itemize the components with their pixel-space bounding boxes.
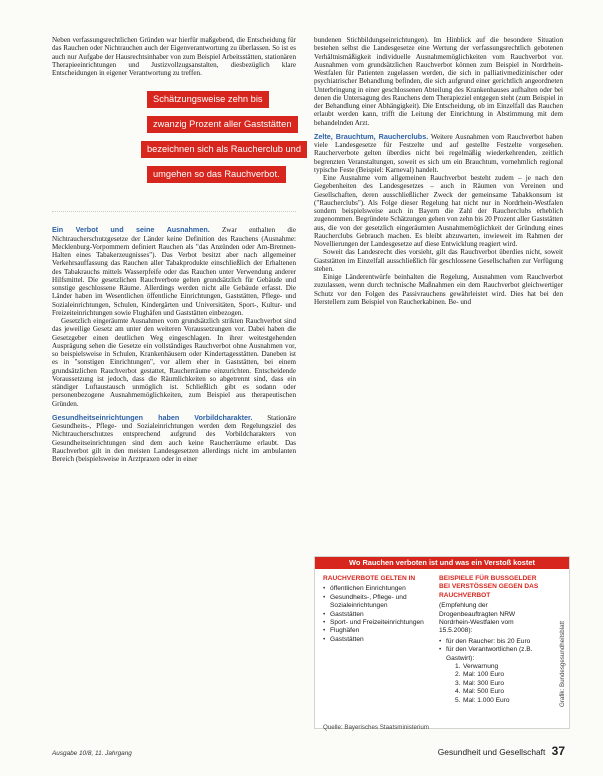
section-heading: Gesundheitseinrichtungen haben Vorbildcharakter. (52, 412, 253, 422)
fine-list (439, 638, 547, 663)
intro-paragraph: Neben verfassungsrechtlichen Gründen war hierfür maßgebend, die Entscheidung für das Rauchen oder Nichtrauchen auch der Eigenverantwortung zu überlassen. So ist es auch nur Aufgabe der Hausrechtsinhaber von zum Beispiel Arbeitsstätten, stationären Therapieeinrichtungen und Justizvollzugsanstalten, diesbezüglich klare Entscheidungen in eigener Verantwortung zu treffen. (52, 36, 296, 77)
info-box-right-subheading: (Empfehlung der Drogenbeauftragten NRW Nordrhein-Westfalen vom 15.5.2008): (439, 602, 516, 635)
list-item: 4. Mal: 500 Euro (455, 688, 505, 696)
pullquote-line-3: bezeichnen sich als Raucherclub und (141, 141, 307, 158)
page-number: 37 (551, 744, 565, 758)
section-paragraph: Eine Ausnahme vom allgemeinen Rauchverbot besteht zudem – je nach den Gegebenheiten des Landesgesetzes – auch in Räumen von Vereinen und Gesellschaften, deren ausschließlicher Zweck der gemeinsame Tabakkonsum ist ("Raucherclubs"). Als Folge dieser Regelung hat nicht nur in Nordrhein-Westfalen sondern beispielsweise auch in Bayern die Zahl der Raucherclubs erheblich zugenommen. Begründete Schätzungen gehen von zehn bis 20 Prozent aller Gaststätten aus, die von der gesetzlich eingeräumten Ausnahmemöglichkeit der Gründung eines Raucherclubs Gebrauch machen. Es bleibt abzuwarten, inwieweit im Rahmen der Novellierungen der Landesgesetze auf diese Entwicklung reagiert wird. (314, 174, 563, 248)
section-paragraph (52, 414, 296, 464)
section-text: Stationäre Gesundheits-, Pflege- und Sozialeinrichtungen werden dem Regelungsziel des Nichtraucherschutzes entsprechend aufgrund des Vorbildcharakters von Gesundheitseinrichtungen sind dem auch keine Raucherräume erlaubt. Das Rauchverbot gilt in den meisten Landesgesetzen allerdings nicht im ambulanten Bereich (beispielsweise in Arztpraxen oder in einer (52, 413, 296, 463)
list-item: • Sport- und Freizeiteinrichtungen (323, 619, 435, 627)
list-item: 2. Mal: 100 Euro (455, 671, 505, 679)
info-box-title: Wo Rauchen verboten ist und was ein Verstoß kostet (315, 557, 569, 569)
section-paragraph: Gesetzlich eingeräumte Ausnahmen vom grundsätzlich strikten Rauchverbot sind das jeweilige Gesetz am unter den weiteren Voraussetzungen vor. Dabei haben die Gesetzgeber einen deutlichen Weg eingeschlagen. In ihrer weitestgehenden Ausprägung sehen die Gesetze ein vollständiges Rauchverbot ohne Ausnahmen vor, so beispielsweise in Schulen, Krankenhäusern oder Kindertagesstätten. Daneben ist es in "sonstigen Einrichtungen", vor allem eher in Gaststätten, bei einem grundsätzlichen Rauchverbot gestattet, Raucherräume einzurichten. Entscheidende Voraussetzung ist jedoch, dass die Räumlichkeiten so abgetrennt sind, dass ein ständiger Luftaustausch unmöglich ist. Schließlich gibt es sodann oder personenbezogene Ausnahmemöglichkeiten, zum Beispiel aus therapeutischen Gründen. (52, 317, 296, 408)
right-column (314, 36, 563, 306)
info-box-right-heading: BEISPIELE FÜR BUSSGELDER BEI VERSTÖSSEN GEGEN DAS RAUCHVERBOT (439, 575, 539, 599)
footer-issue: Ausgabe 10/8, 11. Jahrgang (52, 750, 132, 757)
ban-list (323, 585, 435, 644)
list-item: • Flughäfen (323, 627, 435, 635)
list-item: • öffentlichen Einrichtungen (323, 585, 435, 593)
section-text: Weitere Ausnahmen vom Rauchverbot haben viele Landesgesetze für Festzelte und auf gestellte Festzelte vorgesehen. Raucherverbote gelten überdies nicht bei regelmäßig wiederkehrenden, zeitlich begrenzten Veranstaltungen, soweit es sich um ein Brauchtum, vornehmlich regional typische Feste (Beispiel: Karneval) handelt. (314, 132, 563, 174)
list-item: 5. Mal: 1.000 Euro (455, 696, 510, 704)
section-paragraph (52, 226, 296, 317)
left-column (52, 36, 302, 463)
info-box-side-note: Grafik: Bundesgesundheitsblatt (558, 621, 566, 707)
pullquote (147, 91, 302, 212)
footer-section: Gesundheit und Gesellschaft (437, 747, 546, 757)
info-box-left-column (323, 575, 435, 644)
pullquote-line-2: zwanzig Prozent aller Gaststätten (147, 116, 298, 133)
fine-steps (439, 663, 547, 705)
list-item: • Gaststätten (323, 636, 435, 644)
info-box-source: Quelle: Bayerisches Staatsministerium (323, 724, 429, 731)
divider (52, 197, 296, 212)
section-heading: Zelte, Brauchtum, Raucherclubs. (314, 131, 429, 141)
list-item: • Gesundheits-, Pflege- und Sozialeinrichtungen (323, 594, 435, 611)
list-item: • für den Verantwortlichen (z.B. Gastwirt): (439, 646, 547, 663)
info-box-body (315, 569, 569, 731)
section-paragraph (314, 133, 563, 174)
list-item: • für den Raucher: bis 20 Euro (439, 638, 547, 646)
list-item: 3. Mal: 300 Euro (455, 679, 505, 687)
info-box (314, 556, 570, 729)
section-heading: Ein Verbot und seine Ausnahmen. (52, 225, 210, 235)
intro-paragraph: bundenen Stichbildungseinrichtungen). Im Hinblick auf die besondere Situation bestehen selbst die Landesgesetze eine Wertung der verfassungsrechtlich gebotenen Verhältnismäßigkeit individuelle Ausnahmemöglichkeiten vom Rauchverbot vor. Ausnahmen vom grundsätzlichen Rauchverbot können zum Beispiel in Nordrhein-Westfalen für Patienten zugelassen werden, die sich in palliativmedizinischer oder psychiatrischer Behandlung befinden, die sich aufgrund einer gerichtlich angeordneten Unterbringung in einer geschlossenen Abteilung des Krankenhauses aufhalten oder bei denen die Untersagung des Rauchens dem Therapieziel entgegen steht (zum Beispiel in der Behandlung einer Abhängigkeit). Die Entscheidung, ob im Einzelfall das Rauchen erlaubt werden kann, trifft die Leitung der Einrichtung in Abstimmung mit dem behandelnden Arzt. (314, 36, 563, 127)
pullquote-line-1: Schätzungsweise zehn bis (147, 91, 269, 108)
info-box-left-heading: RAUCHVERBOTE GELTEN IN (323, 575, 416, 582)
section-text: Zwar enthalten die Nichtraucherschutzgesetze der Länder keine Definition des Rauchens (Ausnahme: Mecklenburg-Vorpommern definiert Rauchen als "das Anzünden oder Am-Brennen-Halten eines Tabakerzeugnisses"). Das Verbot besitzt aber nach allgemeiner Verkehrsauffassung das Rauchen aller Tabakprodukte einschließlich der Erhaltenen des Tabakrauchs mittels Wasserpfeife oder das Rauchen unter Verwendung anderer Hilfsmittel. Die gesetzlichen Rauchverbote gelten grundsätzlich für Gebäude und sonstige geschlossene Räume. Allerdings werden nicht alle Gebäude erfasst. Die Länder haben im Wesentlichen öffentliche Einrichtungen, Gaststätten, Pflege- und Sozialeinrichtungen, Schulen, Kindergärten und Universitäten, Sport-, Kultur- und Freizeiteinrichtungen sowie Flughäfen und Gaststätten einbezogen. (52, 226, 296, 317)
list-item: • Gaststätten (323, 611, 435, 619)
info-box-right-column (439, 575, 547, 705)
section-paragraph: Einige Länderentwürfe beinhalten die Regelung, Ausnahmen vom Rauchverbot zuzulassen, wenn durch technische Maßnahmen ein dem Rauchverbot gleichwertiger Schutz vor den Folgen des Passivrauchens gewährleistet wird. Dies hat bei den Herstellern zum Beispiel von Raucherkabinen. Be- und (314, 273, 563, 306)
section-paragraph: Soweit das Landesrecht dies vorsieht, gilt das Rauchverbot überdies nicht, soweit Gaststätten im Einzelfall ausschließlich für geschlossene Gesellschaften zur Verfügung stehen. (314, 248, 563, 273)
list-item: 1. Verwarnung (455, 663, 499, 671)
pullquote-line-4: umgehen so das Rauchverbot. (147, 166, 286, 183)
footer-right (438, 744, 565, 758)
